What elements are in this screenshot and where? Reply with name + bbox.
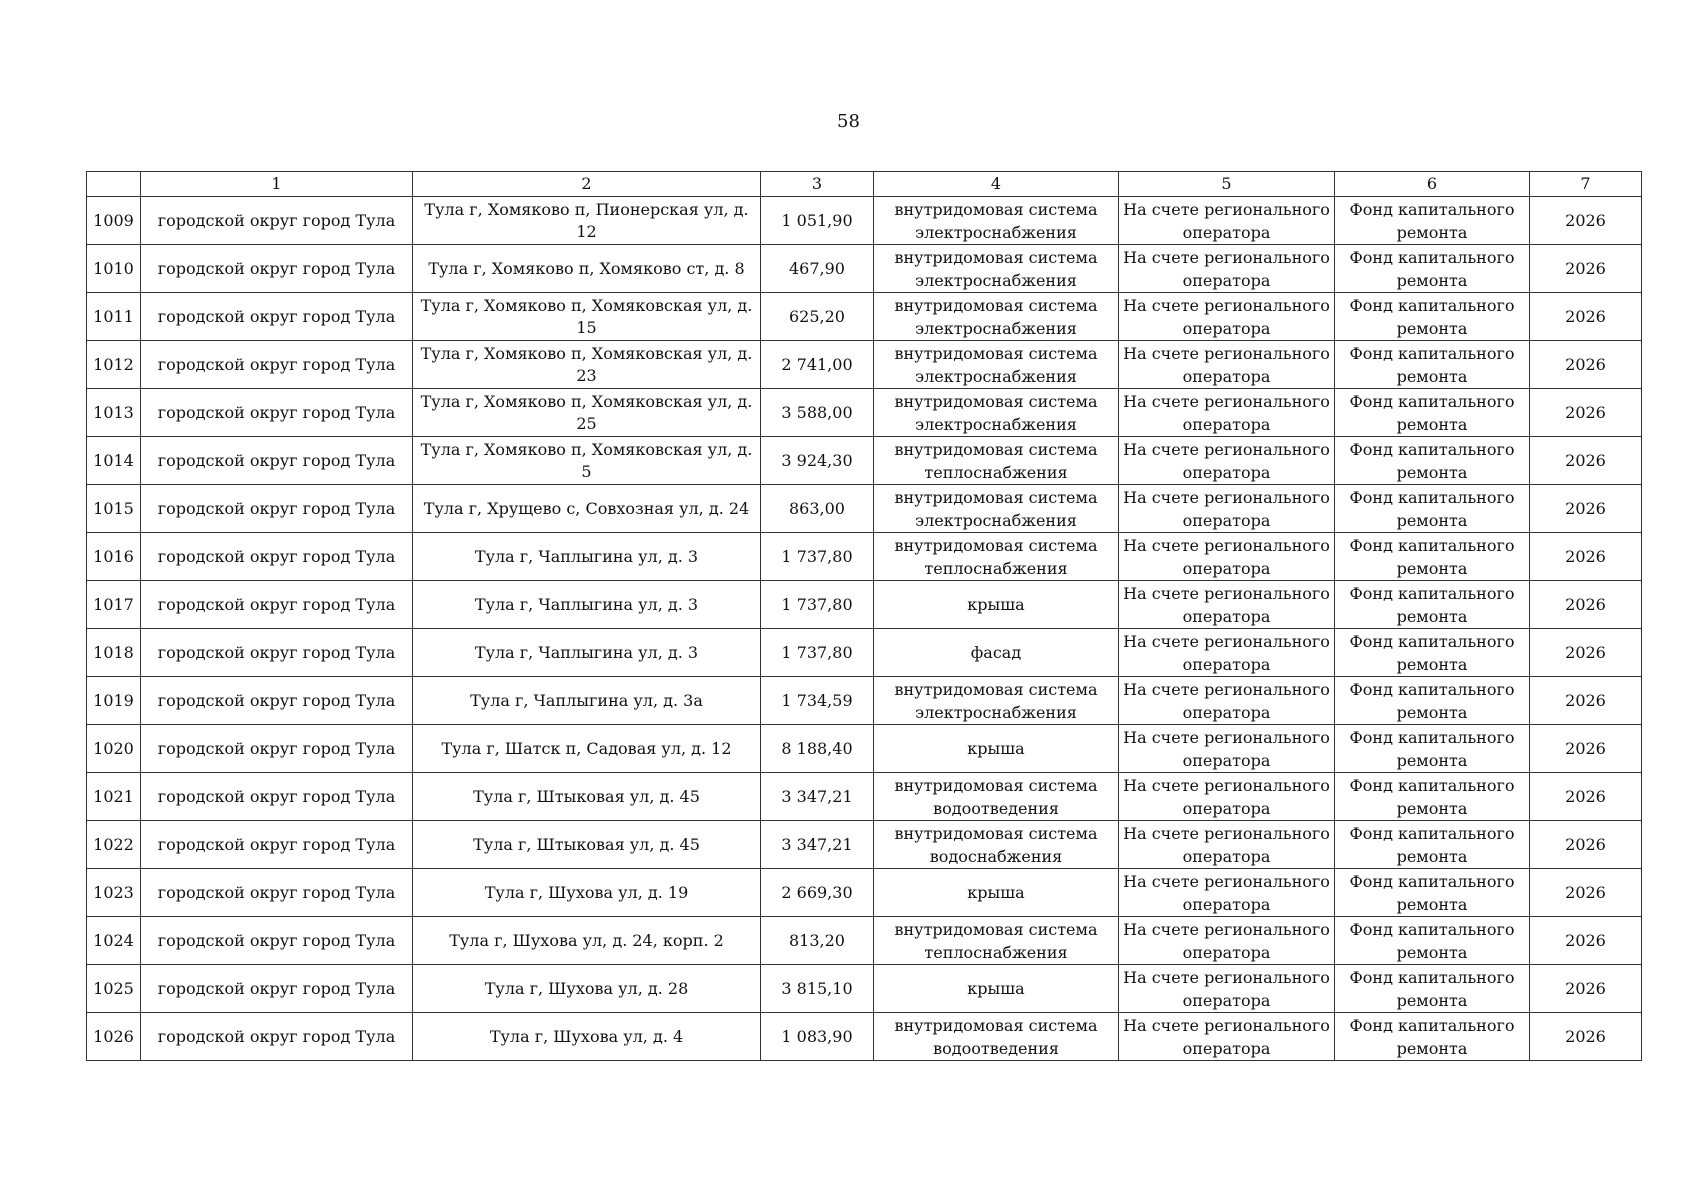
year-cell: 2026: [1530, 965, 1642, 1013]
area-cell: 3 815,10: [761, 965, 874, 1013]
capital-repair-table: [86, 171, 1642, 1061]
account-cell: На счете регионального оператора: [1119, 581, 1335, 629]
work-type-cell: внутридомовая система водоотведения: [874, 1013, 1119, 1061]
year-cell: 2026: [1530, 773, 1642, 821]
row-number: 1024: [87, 917, 141, 965]
account-cell: На счете регионального оператора: [1119, 773, 1335, 821]
account-cell: На счете регионального оператора: [1119, 965, 1335, 1013]
funding-source-cell: Фонд капитального ремонта: [1335, 437, 1530, 485]
table-row: [87, 821, 1642, 869]
funding-source-cell: Фонд капитального ремонта: [1335, 341, 1530, 389]
column-header-5: 5: [1119, 172, 1335, 197]
address-cell: Тула г, Чаплыгина ул, д. 3а: [413, 677, 761, 725]
municipality-cell: городской округ город Тула: [141, 1013, 413, 1061]
table-row: [87, 437, 1642, 485]
table-row: [87, 725, 1642, 773]
municipality-cell: городской округ город Тула: [141, 533, 413, 581]
area-cell: 625,20: [761, 293, 874, 341]
funding-source-cell: Фонд капитального ремонта: [1335, 629, 1530, 677]
address-cell: Тула г, Шатск п, Садовая ул, д. 12: [413, 725, 761, 773]
account-cell: На счете регионального оператора: [1119, 293, 1335, 341]
municipality-cell: городской округ город Тула: [141, 725, 413, 773]
work-type-cell: внутридомовая система электроснабжения: [874, 197, 1119, 245]
table-row: [87, 1013, 1642, 1061]
row-number: 1026: [87, 1013, 141, 1061]
account-cell: На счете регионального оператора: [1119, 485, 1335, 533]
row-number: 1021: [87, 773, 141, 821]
table-row: [87, 533, 1642, 581]
address-cell: Тула г, Хомяково п, Пионерская ул, д. 12: [413, 197, 761, 245]
area-cell: 3 924,30: [761, 437, 874, 485]
account-cell: На счете регионального оператора: [1119, 629, 1335, 677]
table-body: [87, 197, 1642, 1061]
work-type-cell: крыша: [874, 725, 1119, 773]
funding-source-cell: Фонд капитального ремонта: [1335, 293, 1530, 341]
funding-source-cell: Фонд капитального ремонта: [1335, 677, 1530, 725]
table-row: [87, 629, 1642, 677]
municipality-cell: городской округ город Тула: [141, 293, 413, 341]
funding-source-cell: Фонд капитального ремонта: [1335, 821, 1530, 869]
municipality-cell: городской округ город Тула: [141, 485, 413, 533]
address-cell: Тула г, Шухова ул, д. 19: [413, 869, 761, 917]
table-row: [87, 917, 1642, 965]
municipality-cell: городской округ город Тула: [141, 389, 413, 437]
row-number: 1012: [87, 341, 141, 389]
year-cell: 2026: [1530, 293, 1642, 341]
area-cell: 3 588,00: [761, 389, 874, 437]
funding-source-cell: Фонд капитального ремонта: [1335, 773, 1530, 821]
column-header-0: [87, 172, 141, 197]
row-number: 1015: [87, 485, 141, 533]
municipality-cell: городской округ город Тула: [141, 341, 413, 389]
work-type-cell: внутридомовая система электроснабжения: [874, 341, 1119, 389]
address-cell: Тула г, Шухова ул, д. 28: [413, 965, 761, 1013]
funding-source-cell: Фонд капитального ремонта: [1335, 197, 1530, 245]
municipality-cell: городской округ город Тула: [141, 629, 413, 677]
address-cell: Тула г, Шухова ул, д. 24, корп. 2: [413, 917, 761, 965]
area-cell: 1 734,59: [761, 677, 874, 725]
area-cell: 3 347,21: [761, 821, 874, 869]
column-header-3: 3: [761, 172, 874, 197]
area-cell: 3 347,21: [761, 773, 874, 821]
address-cell: Тула г, Чаплыгина ул, д. 3: [413, 533, 761, 581]
page-number: 58: [837, 111, 860, 132]
account-cell: На счете регионального оператора: [1119, 437, 1335, 485]
year-cell: 2026: [1530, 821, 1642, 869]
year-cell: 2026: [1530, 389, 1642, 437]
row-number: 1017: [87, 581, 141, 629]
work-type-cell: внутридомовая система теплоснабжения: [874, 437, 1119, 485]
municipality-cell: городской округ город Тула: [141, 245, 413, 293]
address-cell: Тула г, Хомяково п, Хомяково ст, д. 8: [413, 245, 761, 293]
row-number: 1014: [87, 437, 141, 485]
account-cell: На счете регионального оператора: [1119, 533, 1335, 581]
row-number: 1022: [87, 821, 141, 869]
table-row: [87, 677, 1642, 725]
area-cell: 467,90: [761, 245, 874, 293]
area-cell: 1 737,80: [761, 629, 874, 677]
address-cell: Тула г, Чаплыгина ул, д. 3: [413, 581, 761, 629]
table-row: [87, 293, 1642, 341]
table-row: [87, 341, 1642, 389]
row-number: 1011: [87, 293, 141, 341]
funding-source-cell: Фонд капитального ремонта: [1335, 965, 1530, 1013]
funding-source-cell: Фонд капитального ремонта: [1335, 1013, 1530, 1061]
table-header: [87, 172, 1642, 197]
year-cell: 2026: [1530, 437, 1642, 485]
address-cell: Тула г, Хомяково п, Хомяковская ул, д. 15: [413, 293, 761, 341]
area-cell: 1 051,90: [761, 197, 874, 245]
work-type-cell: внутридомовая система водоснабжения: [874, 821, 1119, 869]
address-cell: Тула г, Шухова ул, д. 4: [413, 1013, 761, 1061]
work-type-cell: внутридомовая система электроснабжения: [874, 293, 1119, 341]
year-cell: 2026: [1530, 245, 1642, 293]
funding-source-cell: Фонд капитального ремонта: [1335, 869, 1530, 917]
work-type-cell: внутридомовая система теплоснабжения: [874, 533, 1119, 581]
row-number: 1018: [87, 629, 141, 677]
address-cell: Тула г, Штыковая ул, д. 45: [413, 821, 761, 869]
column-header-4: 4: [874, 172, 1119, 197]
year-cell: 2026: [1530, 869, 1642, 917]
work-type-cell: внутридомовая система теплоснабжения: [874, 917, 1119, 965]
account-cell: На счете регионального оператора: [1119, 677, 1335, 725]
work-type-cell: крыша: [874, 581, 1119, 629]
address-cell: Тула г, Хомяково п, Хомяковская ул, д. 23: [413, 341, 761, 389]
area-cell: 1 737,80: [761, 533, 874, 581]
funding-source-cell: Фонд капитального ремонта: [1335, 245, 1530, 293]
table-row: [87, 389, 1642, 437]
column-header-6: 6: [1335, 172, 1530, 197]
work-type-cell: внутридомовая система электроснабжения: [874, 677, 1119, 725]
account-cell: На счете регионального оператора: [1119, 725, 1335, 773]
header-row: [87, 172, 1642, 197]
municipality-cell: городской округ город Тула: [141, 773, 413, 821]
funding-source-cell: Фонд капитального ремонта: [1335, 533, 1530, 581]
year-cell: 2026: [1530, 629, 1642, 677]
funding-source-cell: Фонд капитального ремонта: [1335, 581, 1530, 629]
year-cell: 2026: [1530, 485, 1642, 533]
year-cell: 2026: [1530, 341, 1642, 389]
funding-source-cell: Фонд капитального ремонта: [1335, 389, 1530, 437]
row-number: 1013: [87, 389, 141, 437]
account-cell: На счете регионального оператора: [1119, 917, 1335, 965]
area-cell: 2 669,30: [761, 869, 874, 917]
municipality-cell: городской округ город Тула: [141, 965, 413, 1013]
year-cell: 2026: [1530, 917, 1642, 965]
column-header-7: 7: [1530, 172, 1642, 197]
municipality-cell: городской округ город Тула: [141, 677, 413, 725]
work-type-cell: внутридомовая система электроснабжения: [874, 389, 1119, 437]
funding-source-cell: Фонд капитального ремонта: [1335, 725, 1530, 773]
work-type-cell: внутридомовая система водоотведения: [874, 773, 1119, 821]
funding-source-cell: Фонд капитального ремонта: [1335, 917, 1530, 965]
area-cell: 8 188,40: [761, 725, 874, 773]
table-row: [87, 581, 1642, 629]
year-cell: 2026: [1530, 197, 1642, 245]
area-cell: 813,20: [761, 917, 874, 965]
table-row: [87, 485, 1642, 533]
area-cell: 2 741,00: [761, 341, 874, 389]
row-number: 1025: [87, 965, 141, 1013]
account-cell: На счете регионального оператора: [1119, 821, 1335, 869]
account-cell: На счете регионального оператора: [1119, 197, 1335, 245]
account-cell: На счете регионального оператора: [1119, 341, 1335, 389]
year-cell: 2026: [1530, 677, 1642, 725]
table-row: [87, 245, 1642, 293]
row-number: 1016: [87, 533, 141, 581]
table-row: [87, 965, 1642, 1013]
row-number: 1020: [87, 725, 141, 773]
table-row: [87, 773, 1642, 821]
account-cell: На счете регионального оператора: [1119, 1013, 1335, 1061]
year-cell: 2026: [1530, 725, 1642, 773]
work-type-cell: внутридомовая система электроснабжения: [874, 245, 1119, 293]
work-type-cell: внутридомовая система электроснабжения: [874, 485, 1119, 533]
account-cell: На счете регионального оператора: [1119, 869, 1335, 917]
work-type-cell: крыша: [874, 869, 1119, 917]
row-number: 1010: [87, 245, 141, 293]
row-number: 1009: [87, 197, 141, 245]
row-number: 1019: [87, 677, 141, 725]
column-header-1: 1: [141, 172, 413, 197]
year-cell: 2026: [1530, 581, 1642, 629]
funding-source-cell: Фонд капитального ремонта: [1335, 485, 1530, 533]
municipality-cell: городской округ город Тула: [141, 821, 413, 869]
address-cell: Тула г, Чаплыгина ул, д. 3: [413, 629, 761, 677]
account-cell: На счете регионального оператора: [1119, 245, 1335, 293]
address-cell: Тула г, Хомяково п, Хомяковская ул, д. 5: [413, 437, 761, 485]
year-cell: 2026: [1530, 533, 1642, 581]
area-cell: 863,00: [761, 485, 874, 533]
account-cell: На счете регионального оператора: [1119, 389, 1335, 437]
area-cell: 1 737,80: [761, 581, 874, 629]
municipality-cell: городской округ город Тула: [141, 197, 413, 245]
area-cell: 1 083,90: [761, 1013, 874, 1061]
municipality-cell: городской округ город Тула: [141, 917, 413, 965]
address-cell: Тула г, Хомяково п, Хомяковская ул, д. 25: [413, 389, 761, 437]
address-cell: Тула г, Штыковая ул, д. 45: [413, 773, 761, 821]
row-number: 1023: [87, 869, 141, 917]
year-cell: 2026: [1530, 1013, 1642, 1061]
table-row: [87, 869, 1642, 917]
municipality-cell: городской округ город Тула: [141, 581, 413, 629]
address-cell: Тула г, Хрущево с, Совхозная ул, д. 24: [413, 485, 761, 533]
municipality-cell: городской округ город Тула: [141, 869, 413, 917]
municipality-cell: городской округ город Тула: [141, 437, 413, 485]
work-type-cell: фасад: [874, 629, 1119, 677]
column-header-2: 2: [413, 172, 761, 197]
table-row: [87, 197, 1642, 245]
work-type-cell: крыша: [874, 965, 1119, 1013]
